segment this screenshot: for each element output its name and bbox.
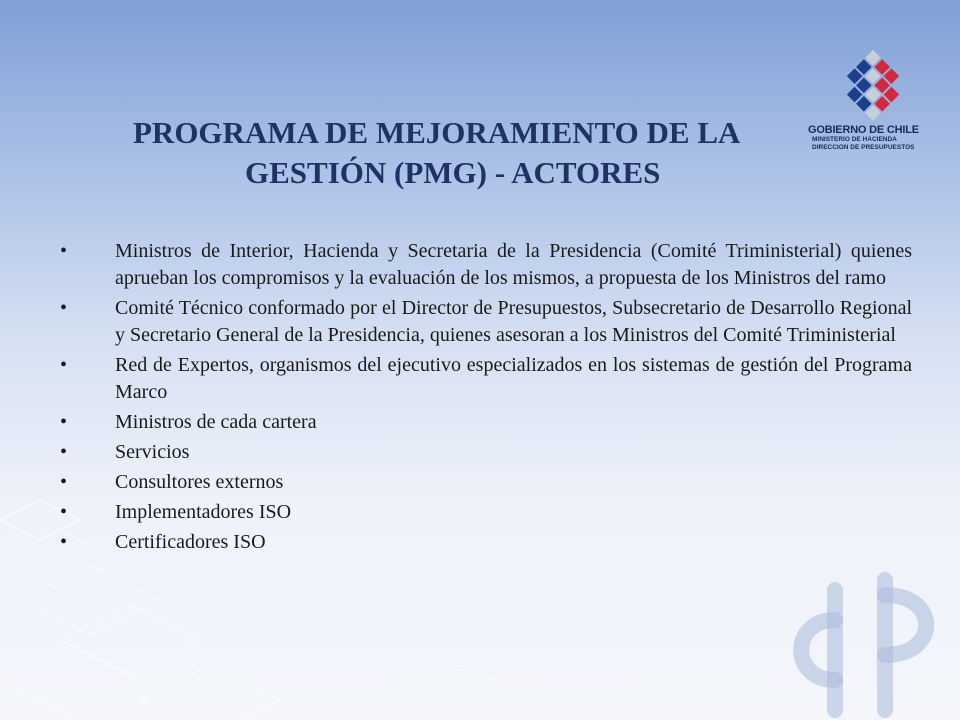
bullet-dot-icon: • (60, 240, 68, 262)
bullet-dot-icon: • (60, 354, 68, 376)
logo-diamond-grid-icon (828, 44, 918, 122)
bullet-dot-icon: • (60, 297, 68, 319)
bullet-dot-icon: • (60, 471, 68, 493)
bullet-item (60, 529, 912, 556)
bullet-item (60, 469, 912, 496)
bullet-item (60, 352, 912, 406)
bullet-item (60, 238, 912, 292)
logo-direccion-text: DIRECCION DE PRESUPUESTOS (812, 144, 915, 151)
bullet-item (60, 439, 912, 466)
actors-bullet-list (60, 238, 912, 559)
bullet-text: Implementadores ISO (115, 501, 292, 523)
slide-title-line2: GESTIÓN (PMG) - ACTORES (245, 155, 661, 190)
logo-gobierno-text: GOBIERNO DE CHILE (808, 124, 919, 136)
slide-title (0, 113, 960, 193)
bullet-text: Certificadores ISO (115, 531, 266, 553)
bullet-dot-icon: • (60, 531, 68, 553)
bullet-text: Consultores externos (115, 471, 284, 493)
slide-title-line1: PROGRAMA DE MEJORAMIENTO DE LA (133, 115, 741, 150)
bullet-item (60, 295, 912, 349)
bullet-text: Red de Expertos, organismos del ejecutivo especializados en los sistemas de gestión del Programa Marco (115, 354, 912, 403)
bullet-text: Servicios (115, 441, 190, 463)
bullet-text: Ministros de cada cartera (115, 411, 317, 433)
bullet-item (60, 499, 912, 526)
bullet-dot-icon: • (60, 411, 68, 433)
bullet-item (60, 409, 912, 436)
bullet-text: Ministros de Interior, Hacienda y Secretaria de la Presidencia (Comité Triministerial) quienes aprueban los compromisos y la evaluación de los mismos, a propuesta de los Ministros del ramo (115, 240, 912, 289)
logo-ministerio-text: MINISTERIO DE HACIENDA (812, 136, 897, 143)
bullet-dot-icon: • (60, 441, 68, 463)
bullet-text: Comité Técnico conformado por el Director de Presupuestos, Subsecretario de Desarrollo Regional y Secretario General de la Presidencia, quienes asesoran a los Ministros del Comité Triministerial (115, 297, 912, 346)
watermark-emblem-icon (790, 560, 960, 720)
bullet-dot-icon: • (60, 501, 68, 523)
